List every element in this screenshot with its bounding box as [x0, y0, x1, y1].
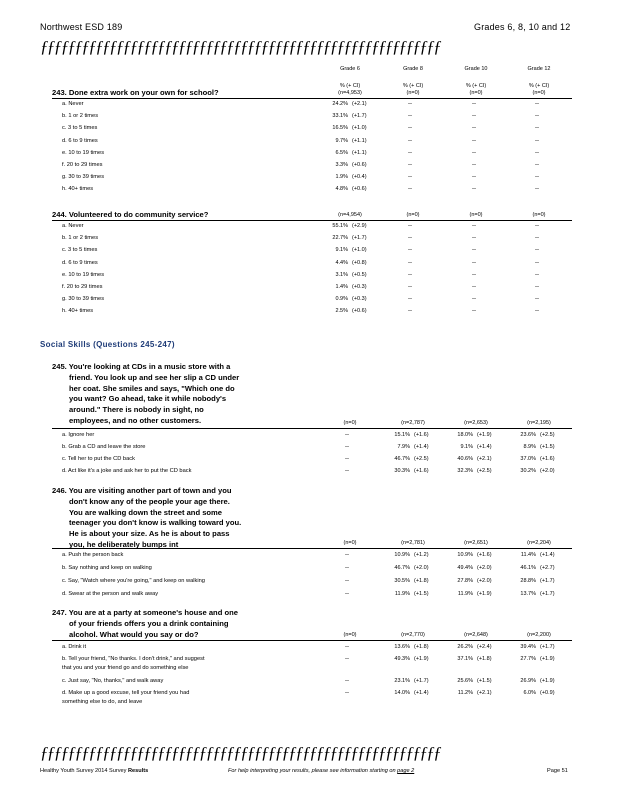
- grade-10-value: --: [472, 186, 476, 193]
- table-rule: [52, 220, 572, 221]
- grade-6-percent: 9.1%: [335, 247, 348, 254]
- grade-12-value: --: [535, 149, 539, 156]
- grade-8-ci: (+1.7): [414, 678, 429, 684]
- grade-8-percent: 46.7%: [394, 565, 410, 571]
- table-rule: [52, 548, 572, 549]
- grade-6-ci: (+2.9): [352, 223, 367, 229]
- grade-6-value: --: [345, 644, 349, 650]
- col-grade-8: Grade 8: [403, 66, 423, 72]
- grade-8-value: --: [408, 259, 412, 266]
- grade-10-value: --: [472, 271, 476, 278]
- grade-12-value: --: [535, 259, 539, 266]
- grade-8-ci: (+2.0): [414, 565, 429, 571]
- n-count: (n=0): [343, 540, 357, 546]
- grade-10-ci: (+1.8): [477, 656, 492, 662]
- col-grade-12: Grade 12: [527, 66, 551, 72]
- grade-6-percent: 3.1%: [335, 271, 348, 278]
- grade-10-percent: 37.1%: [457, 656, 473, 662]
- grade-8-ci: (+2.5): [414, 456, 429, 462]
- option-label: a. Never: [62, 223, 84, 229]
- grade-10-ci: (+1.9): [477, 432, 492, 438]
- grade-6-ci: (+1.1): [352, 149, 367, 156]
- grade-10-value: --: [472, 284, 476, 290]
- option-label: c. Just say, "No, thanks," and walk away: [62, 678, 164, 684]
- n-count: (n=2,204): [527, 540, 551, 546]
- grade-6-ci: (+2.1): [352, 101, 367, 107]
- grade-10-value: --: [472, 308, 476, 315]
- grade-6-percent: 1.9%: [335, 174, 348, 181]
- question-text-line: you want? Go ahead, take it while nobody's: [69, 394, 227, 404]
- n-count: (n=0): [343, 632, 357, 638]
- grade-12-percent: 8.9%: [523, 444, 536, 450]
- grade-8-value: --: [408, 162, 412, 168]
- pct-ci-label: % (+ CI): [339, 83, 361, 89]
- grade-10-value: --: [472, 174, 476, 181]
- grade-12-ci: (+1.9): [540, 678, 555, 684]
- option-label: c. Tell her to put the CD back: [62, 456, 135, 462]
- grade-8-value: --: [408, 113, 412, 120]
- option-label: c. 3 to 5 times: [62, 125, 98, 132]
- option-label: b. Say nothing and keep on walking: [62, 565, 152, 571]
- option-label: d. Act like it's a joke and ask her to put the CD back: [62, 468, 192, 474]
- col-grade-6: Grade 6: [340, 66, 360, 72]
- grade-10-value: --: [472, 296, 476, 303]
- option-label: c. 3 to 5 times: [62, 247, 98, 254]
- grade-12-percent: 13.7%: [520, 591, 536, 597]
- page-number: Page 51: [547, 768, 568, 774]
- n-count: (n=0): [406, 90, 420, 96]
- grade-12-percent: 27.7%: [520, 656, 536, 662]
- n-count: (n=2,770): [401, 632, 425, 638]
- grade-12-value: --: [535, 308, 539, 315]
- grade-10-value: --: [472, 162, 476, 168]
- grade-12-value: --: [535, 174, 539, 181]
- grade-10-ci: (+2.0): [477, 565, 492, 571]
- grade-6-percent: 2.5%: [335, 308, 348, 315]
- grade-6-ci: (+0.4): [352, 174, 367, 181]
- grade-8-value: --: [408, 125, 412, 132]
- n-count: (n=0): [406, 212, 420, 218]
- question-text-line: 246. You are visiting another part of town and you: [52, 486, 232, 495]
- grade-8-value: --: [408, 235, 412, 242]
- grade-6-percent: 4.4%: [335, 259, 348, 266]
- results-label: Results: [128, 768, 149, 774]
- grade-6-percent: 33.1%: [332, 113, 348, 120]
- region-name: Northwest ESD 189: [40, 22, 123, 32]
- grade-12-ci: (+1.4): [540, 552, 555, 558]
- col-grade-10: Grade 10: [464, 66, 488, 72]
- grade-8-percent: 30.5%: [394, 578, 410, 584]
- grade-10-value: --: [472, 259, 476, 266]
- grade-6-value: --: [345, 578, 349, 584]
- grade-12-value: --: [535, 125, 539, 132]
- survey-name: Healthy Youth Survey 2014 Survey: [40, 768, 127, 774]
- n-count: (n=4,953): [338, 90, 362, 96]
- grade-12-value: --: [535, 162, 539, 168]
- grade-6-value: --: [345, 656, 349, 662]
- grade-6-value: --: [345, 444, 349, 450]
- grade-10-value: --: [472, 149, 476, 156]
- n-count: (n=2,653): [464, 420, 488, 426]
- grade-12-ci: (+1.5): [540, 444, 555, 450]
- grade-8-ci: (+1.8): [414, 578, 429, 584]
- n-count: (n=2,651): [464, 540, 488, 546]
- grade-10-ci: (+2.1): [477, 690, 492, 696]
- grade-8-percent: 30.3%: [394, 468, 410, 474]
- option-label: g. 30 to 39 times: [62, 174, 105, 181]
- option-label: b. Tell your friend, "No thanks. I don't drink," and suggest: [62, 656, 205, 662]
- table-rule: [52, 640, 572, 641]
- grade-8-ci: (+1.2): [414, 552, 429, 558]
- grade-8-ci: (+1.5): [414, 591, 429, 597]
- grade-6-value: --: [345, 432, 349, 438]
- option-label: b. 1 or 2 times: [62, 113, 99, 120]
- n-count: (n=2,787): [401, 420, 425, 426]
- grade-8-ci: (+1.4): [414, 690, 429, 696]
- grade-10-value: --: [472, 125, 476, 132]
- footer-left: [40, 768, 148, 774]
- grade-8-ci: (+1.4): [414, 444, 429, 450]
- grade-6-percent: 22.7%: [332, 235, 348, 242]
- page-2-link[interactable]: page 2: [397, 768, 415, 774]
- n-count: (n=2,781): [401, 540, 425, 546]
- option-label: f. 20 to 29 times: [62, 162, 103, 168]
- grade-10-ci: (+2.0): [477, 578, 492, 584]
- grade-12-percent: 11.4%: [520, 552, 536, 558]
- question-text-line: You are walking down the street and some: [69, 507, 223, 517]
- option-label: a. Ignore her: [62, 432, 95, 438]
- grade-12-percent: 37.0%: [520, 456, 536, 462]
- grade-12-ci: (+1.7): [540, 644, 555, 650]
- grade-12-ci: (+2.7): [540, 565, 555, 571]
- grade-6-ci: (+1.1): [352, 137, 367, 144]
- grade-8-ci: (+1.6): [414, 468, 429, 474]
- option-label: h. 40+ times: [62, 186, 94, 193]
- grade-12-ci: (+0.9): [540, 690, 555, 696]
- grade-12-value: --: [535, 271, 539, 278]
- option-label: d. 6 to 9 times: [62, 137, 98, 144]
- grade-10-ci: (+1.5): [477, 678, 492, 684]
- grade-8-percent: 7.9%: [397, 444, 410, 450]
- n-count: (n=2,195): [527, 420, 551, 426]
- help-text: For help interpreting your results, please see information starting on: [228, 768, 396, 774]
- grade-8-value: --: [408, 149, 412, 156]
- option-label: a. Push the person back: [62, 552, 124, 558]
- option-label: that you and your friend go and do something else: [62, 665, 189, 671]
- grade-12-value: --: [535, 186, 539, 193]
- grade-6-percent: 55.1%: [332, 223, 348, 229]
- grade-8-value: --: [408, 186, 412, 193]
- grade-12-ci: (+1.7): [540, 591, 555, 597]
- grade-8-ci: (+1.8): [414, 644, 429, 650]
- grade-6-ci: (+1.0): [352, 247, 367, 254]
- question-text-line: friend. You look up and see her slip a CD under: [69, 372, 240, 382]
- grade-8-value: --: [408, 296, 412, 303]
- option-label: g. 30 to 39 times: [62, 296, 105, 303]
- grade-10-percent: 32.3%: [457, 468, 473, 474]
- grade-6-ci: (+0.5): [352, 271, 367, 278]
- option-label: d. Swear at the person and walk away: [62, 591, 159, 597]
- grade-8-percent: 14.0%: [394, 690, 410, 696]
- grade-8-value: --: [408, 308, 412, 315]
- question-243-title: 243. Done extra work on your own for school?: [52, 88, 219, 97]
- grade-10-ci: (+2.4): [477, 644, 492, 650]
- grade-10-value: --: [472, 235, 476, 242]
- n-count: (n=4,954): [338, 212, 362, 218]
- footer-decoration: ƒƒƒƒƒƒƒƒƒƒƒƒƒƒƒƒƒƒƒƒƒƒƒƒƒƒƒƒƒƒƒƒƒƒƒƒƒƒƒƒƒƒƒƒƒƒƒƒƒƒƒƒƒƒƒƒƒƒ: [40, 744, 441, 761]
- grades-label: Grades 6, 8, 10 and 12: [474, 22, 571, 32]
- grade-10-percent: 26.2%: [457, 644, 473, 650]
- grade-10-value: --: [472, 113, 476, 120]
- grade-12-value: --: [535, 284, 539, 290]
- grade-12-ci: (+1.9): [540, 656, 555, 662]
- grade-10-percent: 18.0%: [457, 432, 473, 438]
- grade-12-value: --: [535, 137, 539, 144]
- grade-6-ci: (+0.6): [352, 162, 367, 168]
- option-label: f. 20 to 29 times: [62, 284, 103, 290]
- grade-10-percent: 11.2%: [457, 690, 473, 696]
- grade-8-percent: 49.3%: [394, 656, 410, 662]
- question-text-line: employees, and no other customers.: [69, 416, 202, 425]
- grade-10-percent: 10.9%: [457, 552, 473, 558]
- n-count: (n=0): [469, 90, 483, 96]
- grade-8-ci: (+1.9): [414, 656, 429, 662]
- grade-6-percent: 0.9%: [335, 296, 348, 303]
- grade-12-percent: 23.6%: [520, 432, 536, 438]
- question-text-line: 247. You are at a party at someone's house and one: [52, 608, 238, 617]
- option-label: e. 10 to 19 times: [62, 149, 105, 156]
- grade-6-percent: 9.7%: [335, 137, 348, 144]
- grade-6-value: --: [345, 468, 349, 474]
- grade-6-ci: (+0.3): [352, 296, 367, 303]
- grade-12-percent: 30.2%: [520, 468, 536, 474]
- question-text-line: of your friends offers you a drink containing: [69, 618, 229, 628]
- grade-6-ci: (+0.8): [352, 259, 367, 266]
- footer-help: [228, 768, 414, 774]
- n-count: (n=2,200): [527, 632, 551, 638]
- grade-12-percent: 26.9%: [520, 678, 536, 684]
- n-count: (n=0): [343, 420, 357, 426]
- n-count: (n=2,648): [464, 632, 488, 638]
- grade-8-value: --: [408, 101, 412, 107]
- grade-12-ci: (+1.7): [540, 578, 555, 584]
- grade-6-value: --: [345, 678, 349, 684]
- grade-8-percent: 11.9%: [394, 591, 410, 597]
- option-label: d. 6 to 9 times: [62, 259, 98, 266]
- n-count: (n=0): [532, 90, 546, 96]
- grade-10-ci: (+2.5): [477, 468, 492, 474]
- grade-12-ci: (+1.6): [540, 456, 555, 462]
- option-label: b. Grab a CD and leave the store: [62, 444, 146, 450]
- grade-10-ci: (+1.4): [477, 444, 492, 450]
- question-text-line: 245. You're looking at CDs in a music store with a: [52, 362, 231, 371]
- grade-12-value: --: [535, 101, 539, 107]
- option-label: a. Drink it: [62, 644, 87, 650]
- grade-12-value: --: [535, 235, 539, 242]
- grade-10-percent: 9.1%: [460, 444, 473, 450]
- question-text-line: He is about your size. As he is about to pass: [69, 529, 230, 539]
- option-label: b. 1 or 2 times: [62, 235, 99, 242]
- grade-8-value: --: [408, 247, 412, 254]
- grade-10-value: --: [472, 137, 476, 144]
- grade-12-percent: 6.0%: [523, 690, 536, 696]
- question-text-line: don't know any of the people your age there.: [69, 496, 230, 506]
- pct-ci-label: % (+ CI): [465, 83, 487, 89]
- grade-6-value: --: [345, 565, 349, 571]
- option-label: a. Never: [62, 101, 84, 107]
- section-title: Social Skills (Questions 245-247): [40, 340, 175, 349]
- grade-10-ci: (+1.9): [477, 591, 492, 597]
- grade-12-percent: 39.4%: [520, 644, 536, 650]
- table-rule: [52, 98, 572, 99]
- grade-10-percent: 49.4%: [457, 565, 473, 571]
- grade-8-ci: (+1.6): [414, 432, 429, 438]
- grade-12-value: --: [535, 113, 539, 120]
- question-244-title: 244. Volunteered to do community service?: [52, 210, 209, 219]
- grade-12-value: --: [535, 296, 539, 303]
- grade-6-value: --: [345, 591, 349, 597]
- pct-ci-label: % (+ CI): [402, 83, 424, 89]
- grade-10-percent: 25.6%: [457, 678, 473, 684]
- grade-12-ci: (+2.5): [540, 432, 555, 438]
- grade-6-percent: 1.4%: [335, 284, 348, 290]
- question-text-line: alcohol. What would you say or do?: [69, 629, 199, 639]
- grade-6-value: --: [345, 456, 349, 462]
- grade-8-value: --: [408, 223, 412, 229]
- grade-10-ci: (+2.1): [477, 456, 492, 462]
- option-label: e. 10 to 19 times: [62, 271, 105, 278]
- grade-12-value: --: [535, 247, 539, 254]
- grade-8-value: --: [408, 174, 412, 181]
- grade-10-percent: 11.9%: [457, 591, 473, 597]
- grade-6-percent: 3.3%: [335, 162, 348, 168]
- grade-10-percent: 40.6%: [457, 456, 473, 462]
- question-text-line: her coat. She smiles and says, "Which one do: [69, 383, 235, 393]
- grade-12-ci: (+2.0): [540, 468, 555, 474]
- n-count: (n=0): [532, 212, 546, 218]
- pct-ci-label: % (+ CI): [528, 83, 550, 89]
- grade-12-percent: 46.1%: [520, 565, 536, 571]
- question-text-line: you, he deliberately bumps int: [69, 540, 179, 549]
- header-decoration: ƒƒƒƒƒƒƒƒƒƒƒƒƒƒƒƒƒƒƒƒƒƒƒƒƒƒƒƒƒƒƒƒƒƒƒƒƒƒƒƒƒƒƒƒƒƒƒƒƒƒƒƒƒƒƒƒƒƒ: [40, 38, 441, 55]
- table-rule: [52, 428, 572, 429]
- grade-10-value: --: [472, 247, 476, 254]
- grade-8-value: --: [408, 137, 412, 144]
- grade-6-ci: (+0.3): [352, 284, 367, 290]
- question-text-line: around." There is nobody in sight, no: [69, 405, 204, 415]
- grade-8-value: --: [408, 284, 412, 290]
- grade-6-ci: (+0.6): [352, 308, 367, 315]
- grade-8-percent: 13.6%: [394, 644, 410, 650]
- grade-6-value: --: [345, 552, 349, 558]
- grade-6-value: --: [345, 690, 349, 696]
- grade-6-ci: (+1.0): [352, 125, 367, 132]
- grade-6-percent: 6.5%: [335, 149, 348, 156]
- grade-10-value: --: [472, 101, 476, 107]
- grade-6-ci: (+1.7): [352, 235, 367, 242]
- grade-6-ci: (+1.7): [352, 113, 367, 120]
- n-count: (n=0): [469, 212, 483, 218]
- grade-12-value: --: [535, 223, 539, 229]
- grade-8-percent: 23.1%: [394, 678, 410, 684]
- option-label: c. Say, "Watch where you're going," and keep on walking: [62, 578, 205, 584]
- grade-8-value: --: [408, 271, 412, 278]
- grade-10-percent: 27.8%: [457, 578, 473, 584]
- question-text-line: teenager you don't know is walking toward you.: [69, 518, 242, 528]
- grade-8-percent: 10.9%: [394, 552, 410, 558]
- option-label: something else to do, and leave: [62, 699, 143, 705]
- option-label: h. 40+ times: [62, 308, 94, 315]
- grade-6-ci: (+0.6): [352, 186, 367, 193]
- grade-6-percent: 4.8%: [335, 186, 348, 193]
- grade-10-value: --: [472, 223, 476, 229]
- option-label: d. Make up a good excuse, tell your friend you had: [62, 690, 190, 696]
- grade-8-percent: 46.7%: [394, 456, 410, 462]
- grade-12-percent: 28.8%: [520, 578, 536, 584]
- grade-6-percent: 16.5%: [332, 125, 348, 132]
- grade-6-percent: 24.2%: [332, 101, 348, 107]
- grade-10-ci: (+1.6): [477, 552, 492, 558]
- grade-8-percent: 15.1%: [394, 432, 410, 438]
